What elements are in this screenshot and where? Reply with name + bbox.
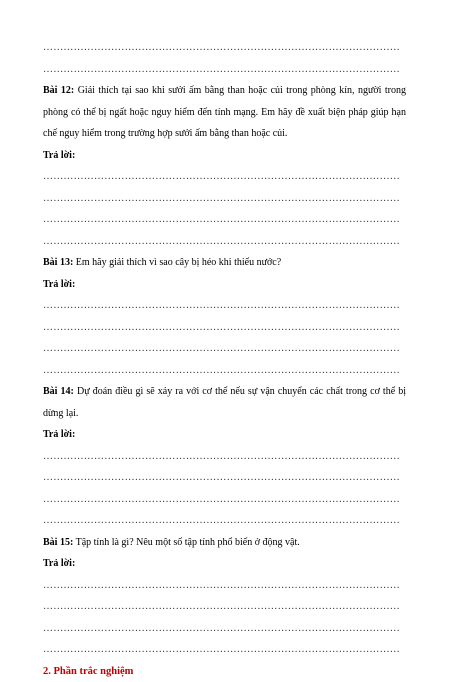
answer-line: …………………………………………………………………………………………… (43, 59, 406, 81)
answer-line: …………………………………………………………………………………………… (43, 37, 406, 59)
answer-line: …………………………………………………………………………………………… (43, 360, 406, 382)
answer-line: …………………………………………………………………………………………… (43, 467, 406, 489)
section-heading: 2. Phần trắc nghiệm (43, 661, 406, 682)
answer-line: …………………………………………………………………………………………… (43, 166, 406, 188)
answer-label: Trả lời: (43, 145, 406, 167)
question-text: Em hãy giải thích vì sao cây bị héo khi thiếu nước? (76, 257, 281, 268)
question-label: Bài 12: (43, 85, 74, 96)
answer-label: Trả lời: (43, 424, 406, 446)
question-12 (43, 80, 406, 145)
answer-line: …………………………………………………………………………………………… (43, 639, 406, 661)
answer-line: …………………………………………………………………………………………… (43, 338, 406, 360)
answer-line: …………………………………………………………………………………………… (43, 489, 406, 511)
answer-line: …………………………………………………………………………………………… (43, 596, 406, 618)
question-label: Bài 14: (43, 386, 74, 397)
question-text: Giải thích tại sao khi sưởi ấm bằng than hoặc củi trong phòng kín, người trong phòng có thể bị ngất hoặc nguy hiểm đến tính mạng. Em hãy đề xuất biện pháp giúp hạn chế nguy hiểm trong trường hợp sưởi ấm bằng than hoặc củi. (43, 85, 406, 139)
question-13 (43, 252, 406, 274)
question-label: Bài 15: (43, 537, 73, 548)
answer-label: Trả lời: (43, 274, 406, 296)
question-text: Dự đoán điều gì sẽ xảy ra với cơ thể nếu sự vận chuyển các chất trong cơ thể bị dừng lại. (43, 386, 406, 419)
answer-line: …………………………………………………………………………………………… (43, 575, 406, 597)
answer-line: …………………………………………………………………………………………… (43, 618, 406, 640)
answer-line: …………………………………………………………………………………………… (43, 317, 406, 339)
answer-line: …………………………………………………………………………………………… (43, 510, 406, 532)
question-text: Tập tính là gì? Nêu một số tập tính phổ biến ở động vật. (76, 537, 300, 548)
question-label: Bài 13: (43, 257, 73, 268)
answer-line: …………………………………………………………………………………………… (43, 209, 406, 231)
question-15 (43, 532, 406, 554)
answer-line: …………………………………………………………………………………………… (43, 188, 406, 210)
answer-line: …………………………………………………………………………………………… (43, 446, 406, 468)
answer-label: Trả lời: (43, 553, 406, 575)
question-14 (43, 381, 406, 424)
answer-line: …………………………………………………………………………………………… (43, 231, 406, 253)
answer-line: …………………………………………………………………………………………… (43, 295, 406, 317)
